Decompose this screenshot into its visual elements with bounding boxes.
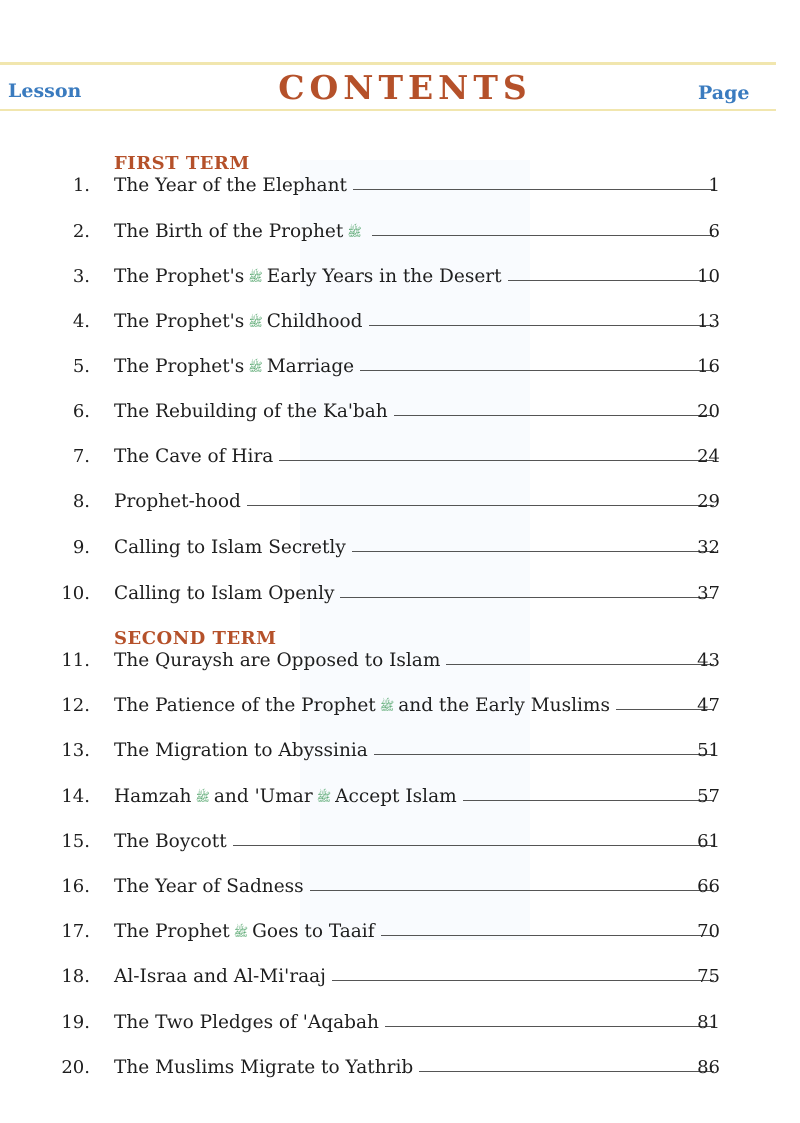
- toc-entry: [114, 695, 716, 716]
- lesson-title: Hamzah: [114, 786, 192, 807]
- toc-row[interactable]: [0, 401, 800, 429]
- page-number: 75: [697, 966, 720, 987]
- toc-row[interactable]: [0, 1057, 800, 1085]
- dot-leader: [233, 845, 714, 846]
- toc-row[interactable]: [0, 740, 800, 768]
- honorific-icon: ﷺ: [195, 790, 210, 804]
- toc-row[interactable]: [0, 786, 800, 814]
- lesson-number: 12.: [61, 695, 90, 716]
- toc-row[interactable]: [0, 921, 800, 949]
- lesson-title: The Migration to Abyssinia: [114, 740, 368, 761]
- toc-entry: [114, 831, 716, 852]
- lesson-column-heading: Lesson: [8, 80, 82, 102]
- lesson-title-cont: Early Years in the Desert: [266, 266, 502, 287]
- dot-leader: [374, 754, 714, 755]
- lesson-title: The Rebuilding of the Ka'bah: [114, 401, 388, 422]
- toc-row[interactable]: [0, 446, 800, 474]
- page-number: 43: [697, 650, 720, 671]
- page-number: 29: [697, 491, 720, 512]
- lesson-number: 3.: [72, 266, 90, 287]
- toc-entry: [114, 266, 716, 287]
- toc-row[interactable]: [0, 266, 800, 294]
- lesson-number: 7.: [72, 446, 90, 467]
- toc-row[interactable]: [0, 583, 800, 611]
- dot-leader: [369, 325, 714, 326]
- lesson-number: 16.: [61, 876, 90, 897]
- toc-row[interactable]: [0, 356, 800, 384]
- lesson-title: The Prophet's: [114, 266, 245, 287]
- dot-leader: [340, 597, 714, 598]
- lesson-number: 8.: [72, 491, 90, 512]
- toc-entry: [114, 311, 716, 332]
- lesson-title: The Boycott: [114, 831, 227, 852]
- toc-entry: [114, 876, 716, 897]
- lesson-number: 4.: [72, 311, 90, 332]
- lesson-number: 20.: [61, 1057, 90, 1078]
- honorific-icon: ﷺ: [347, 225, 362, 239]
- lesson-title: The Muslims Migrate to Yathrib: [114, 1057, 414, 1078]
- page-number: 32: [697, 537, 720, 558]
- dot-leader: [279, 460, 714, 461]
- toc-entry: [114, 1012, 716, 1033]
- page-number: 37: [697, 583, 720, 604]
- lesson-number: 11.: [61, 650, 90, 671]
- honorific-icon: ﷺ: [233, 925, 249, 939]
- toc-row[interactable]: [0, 1012, 800, 1040]
- dot-leader: [353, 189, 714, 190]
- lesson-number: 10.: [61, 583, 90, 604]
- lesson-title: The Patience of the Prophet: [114, 695, 376, 716]
- dot-leader: [372, 235, 714, 236]
- toc-entry: [114, 356, 716, 377]
- toc-row[interactable]: [0, 311, 800, 339]
- toc-row[interactable]: [0, 491, 800, 519]
- dot-leader: [360, 370, 714, 371]
- page-number: 13: [697, 311, 720, 332]
- dot-leader: [310, 890, 714, 891]
- page-number: 24: [697, 446, 720, 467]
- lesson-title: Calling to Islam Secretly: [114, 537, 346, 558]
- lesson-title: The Quraysh are Opposed to Islam: [114, 650, 441, 671]
- page-number: 10: [697, 266, 720, 287]
- toc-entry: [114, 921, 716, 942]
- lesson-title: Calling to Islam Openly: [114, 583, 335, 604]
- lesson-title: The Prophet's: [114, 311, 245, 332]
- dot-leader: [446, 664, 714, 665]
- lesson-number: 9.: [72, 537, 90, 558]
- toc-entry: [114, 175, 716, 196]
- toc-entry: [114, 401, 716, 422]
- honorific-icon: ﷺ: [316, 790, 332, 804]
- lesson-number: 5.: [72, 356, 90, 377]
- lesson-number: 15.: [61, 831, 90, 852]
- lesson-title-cont: Childhood: [266, 311, 363, 332]
- lesson-number: 17.: [61, 921, 90, 942]
- second-term-heading: SECOND TERM: [114, 628, 277, 649]
- toc-row[interactable]: [0, 831, 800, 859]
- lesson-number: 2.: [72, 221, 90, 242]
- page-number: 20: [697, 401, 720, 422]
- dot-leader: [247, 505, 714, 506]
- toc-entry: [114, 966, 716, 987]
- toc-row[interactable]: [0, 966, 800, 994]
- toc-entry: [114, 446, 716, 467]
- page-number: 86: [697, 1057, 720, 1078]
- toc-row[interactable]: [0, 537, 800, 565]
- toc-entry: [114, 491, 716, 512]
- dot-leader: [508, 280, 714, 281]
- lesson-title: The Birth of the Prophet: [114, 221, 344, 242]
- dot-leader: [381, 935, 714, 936]
- lesson-title: The Prophet: [114, 921, 230, 942]
- toc-entry: [114, 650, 716, 671]
- toc-entry: [114, 537, 716, 558]
- lesson-title-cont: Marriage: [266, 356, 355, 377]
- page-number: 81: [697, 1012, 720, 1033]
- honorific-icon: ﷺ: [379, 699, 395, 713]
- toc-row[interactable]: [0, 650, 800, 678]
- lesson-title: Prophet-hood: [114, 491, 241, 512]
- page-number: 1: [708, 175, 720, 196]
- lesson-title: The Two Pledges of 'Aqabah: [114, 1012, 379, 1033]
- page-number: 51: [697, 740, 720, 761]
- lesson-title: The Prophet's: [114, 356, 245, 377]
- honorific-icon: ﷺ: [248, 360, 263, 374]
- lesson-title: The Year of the Elephant: [114, 175, 347, 196]
- header-top-rule: [0, 62, 776, 65]
- lesson-number: 6.: [72, 401, 90, 422]
- lesson-number: 14.: [61, 786, 90, 807]
- lesson-title-cont: Goes to Taaif: [252, 921, 375, 942]
- dot-leader: [352, 551, 714, 552]
- dot-leader: [419, 1071, 714, 1072]
- lesson-number: 18.: [61, 966, 90, 987]
- lesson-title: Al-Israa and Al-Mi'raaj: [114, 966, 326, 987]
- toc-row[interactable]: [0, 221, 800, 249]
- header-bottom-rule: [0, 109, 776, 111]
- toc-entry: [114, 221, 716, 242]
- dot-leader: [394, 415, 714, 416]
- lesson-number: 19.: [61, 1012, 90, 1033]
- lesson-title-cont: Accept Islam: [335, 786, 457, 807]
- toc-entry: [114, 583, 716, 604]
- honorific-icon: ﷺ: [248, 270, 263, 284]
- page-title: CONTENTS: [278, 68, 532, 107]
- page-number: 61: [697, 831, 720, 852]
- lesson-number: 1.: [72, 175, 90, 196]
- toc-row[interactable]: [0, 876, 800, 904]
- toc-entry: [114, 1057, 716, 1078]
- page-number: 16: [697, 356, 720, 377]
- toc-row[interactable]: [0, 695, 800, 723]
- dot-leader: [332, 980, 714, 981]
- toc-entry: [114, 740, 716, 761]
- page-number: 57: [697, 786, 720, 807]
- page-number: 66: [697, 876, 720, 897]
- page-number: 70: [697, 921, 720, 942]
- lesson-title: The Cave of Hira: [114, 446, 274, 467]
- page-column-heading: Page: [698, 82, 750, 104]
- lesson-title: The Year of Sadness: [114, 876, 304, 897]
- toc-row[interactable]: [0, 175, 800, 203]
- page-number: 47: [697, 695, 720, 716]
- honorific-icon: ﷺ: [248, 315, 263, 329]
- lesson-title-cont: and the Early Muslims: [398, 695, 610, 716]
- lesson-title-cont: and 'Umar: [213, 786, 313, 807]
- toc-entry: [114, 786, 716, 807]
- dot-leader: [463, 800, 714, 801]
- dot-leader: [385, 1026, 714, 1027]
- first-term-heading: FIRST TERM: [114, 153, 250, 174]
- page-number: 6: [708, 221, 720, 242]
- lesson-number: 13.: [61, 740, 90, 761]
